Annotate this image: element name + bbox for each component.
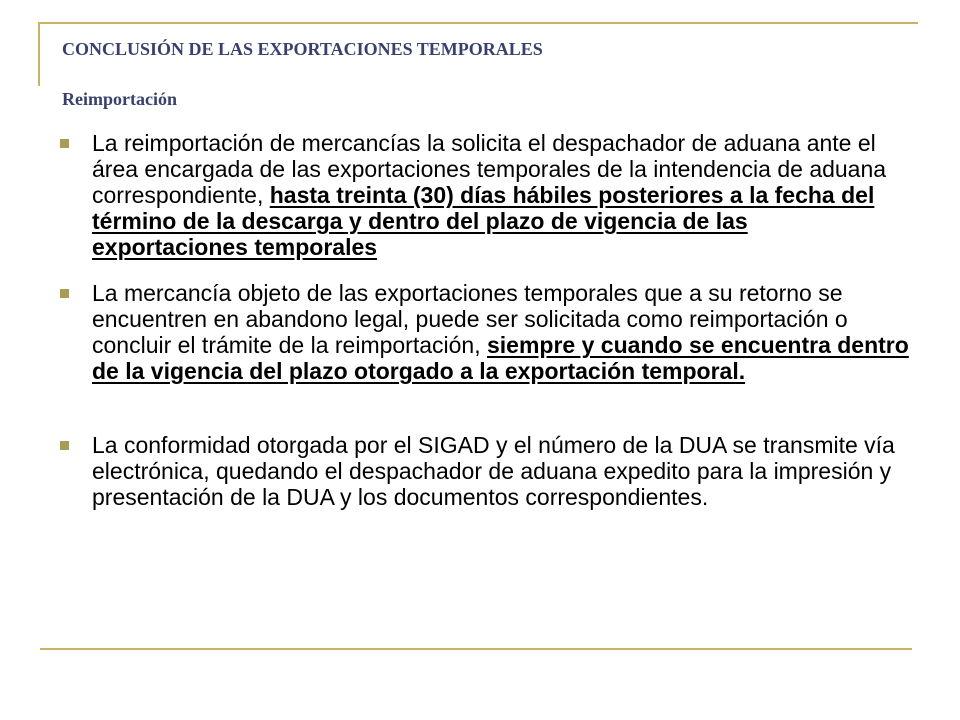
left-rule xyxy=(38,22,40,86)
bullet-1-text: La reimportación de mercancías la solicita el despachador de aduana ante el área encargada de las exportaciones temporales de la intendencia de aduana correspondiente, xyxy=(92,130,887,208)
bottom-rule xyxy=(40,648,912,650)
bullet-2-text: La mercancía objeto de las exportaciones temporales que a su retorno se encuentren en abandono legal, puede ser solicitada como reimportación o concluir el trámite de la reimportación, xyxy=(92,280,848,358)
top-rule xyxy=(40,22,918,24)
bullet-list xyxy=(60,130,910,510)
bullet-3-text: La conformidad otorgada por el SIGAD y el número de la DUA se transmite vía electrónica, quedando el despachador de aduana expedito para la impresión y presentación de la DUA y los documentos correspondientes. xyxy=(92,432,895,510)
bullet-item-2 xyxy=(60,280,910,384)
square-bullet-icon xyxy=(60,289,69,298)
subtitle-text: Reimportación xyxy=(62,89,177,109)
bullet-2-emphasis: siempre y cuando se encuentra dentro de la vigencia del plazo otorgado a la exportación temporal. xyxy=(92,332,909,384)
square-bullet-icon xyxy=(60,441,69,450)
slide-title xyxy=(62,36,902,112)
bullet-item-1 xyxy=(60,130,910,260)
title-text: CONCLUSIÓN DE LAS EXPORTACIONES TEMPORALES xyxy=(62,39,543,59)
square-bullet-icon xyxy=(60,139,69,148)
bullet-1-emphasis: hasta treinta (30) días hábiles posteriores a la fecha del término de la descarga y dentro del plazo de vigencia de las exportaciones temporales xyxy=(92,182,875,260)
bullet-item-3 xyxy=(60,432,910,510)
